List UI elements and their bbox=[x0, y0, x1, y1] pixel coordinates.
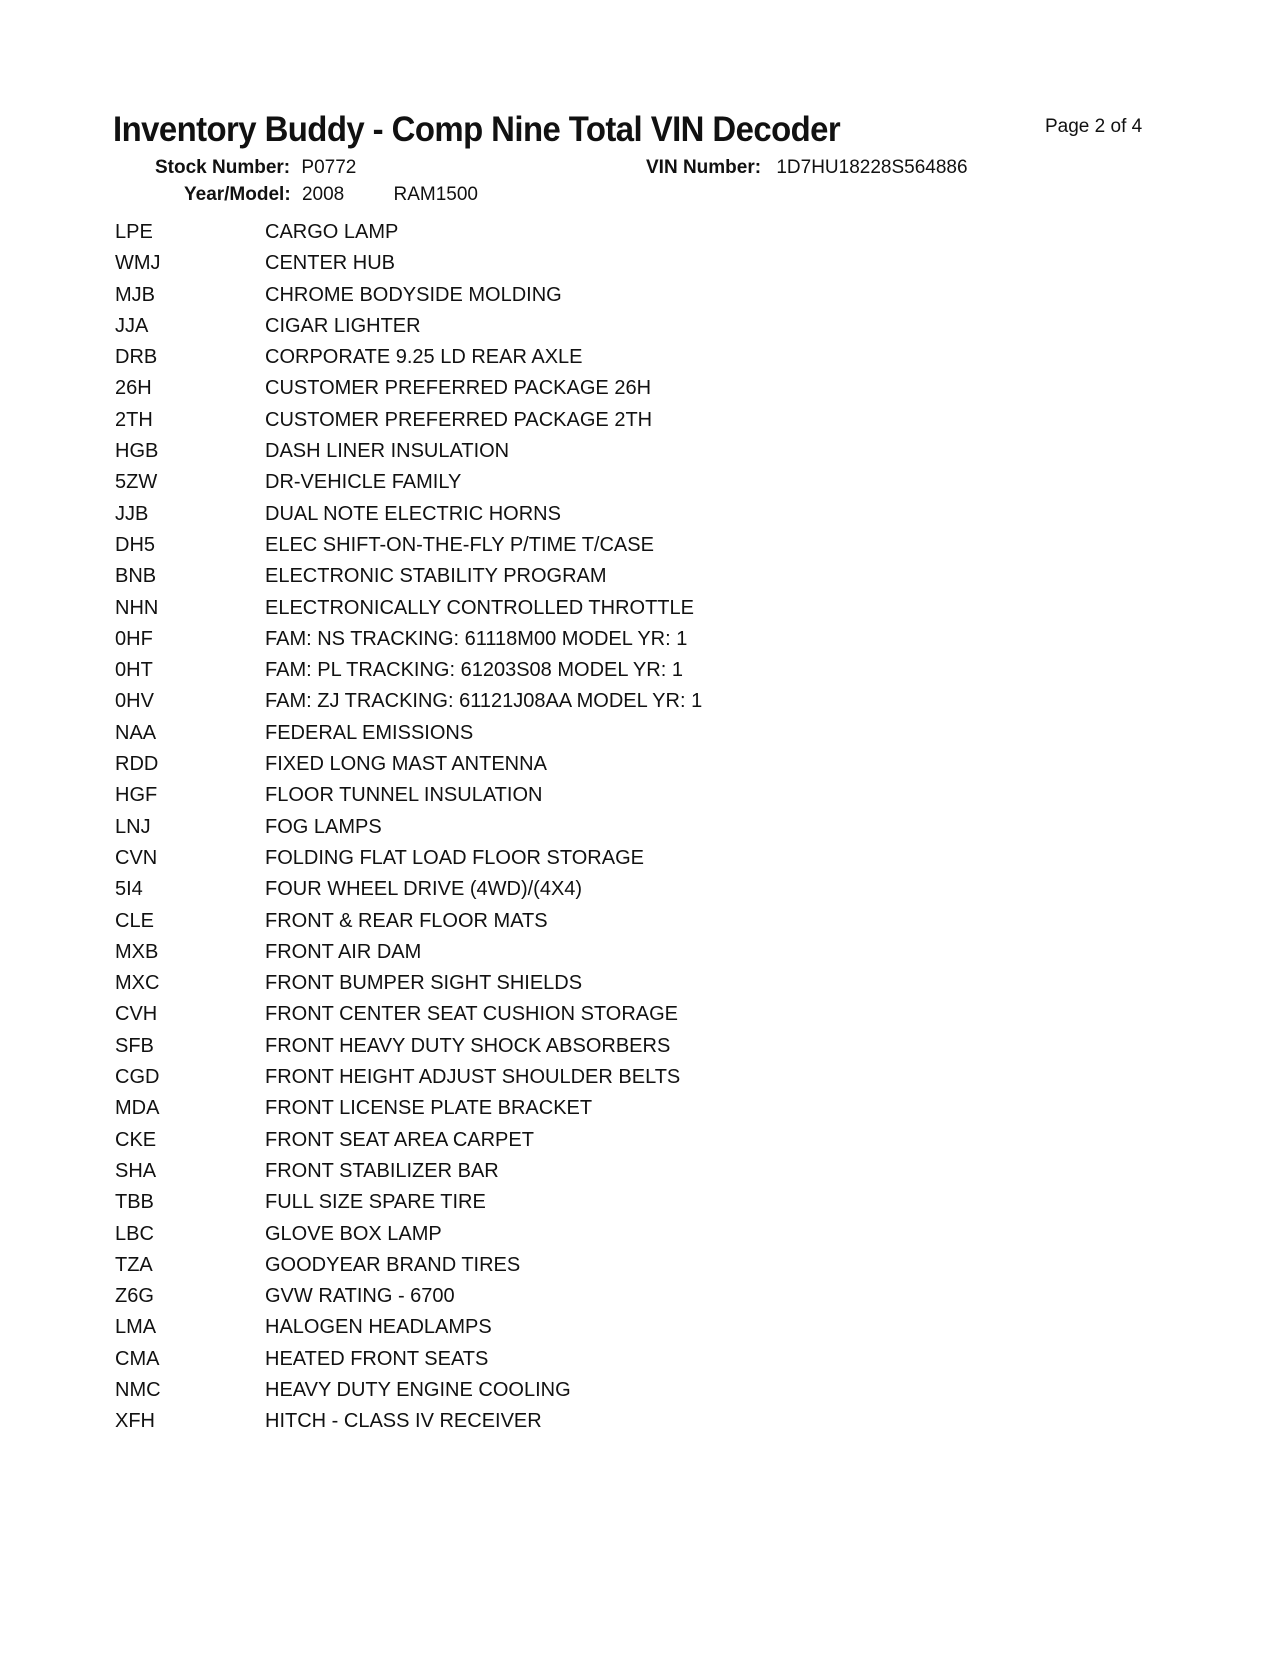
option-code: LPE bbox=[115, 221, 153, 243]
option-description: HALOGEN HEADLAMPS bbox=[265, 1316, 492, 1339]
option-code: LMA bbox=[115, 1316, 157, 1339]
page-title: Inventory Buddy - Comp Nine Total VIN Decoder bbox=[113, 110, 841, 149]
option-code: 0HT bbox=[115, 659, 153, 682]
option-description: GLOVE BOX LAMP bbox=[265, 1222, 442, 1245]
option-code: SHA bbox=[115, 1159, 157, 1182]
option-description: FRONT & REAR FLOOR MATS bbox=[265, 909, 548, 932]
option-description: CIGAR LIGHTER bbox=[265, 314, 421, 337]
option-code: RDD bbox=[115, 753, 159, 776]
option-code: TZA bbox=[115, 1253, 153, 1276]
option-description: CORPORATE 9.25 LD REAR AXLE bbox=[265, 346, 583, 369]
option-description: FRONT AIR DAM bbox=[265, 940, 422, 963]
stock-number-label: Stock Number: bbox=[155, 157, 291, 178]
option-code: XFH bbox=[115, 1410, 155, 1433]
stock-number-field bbox=[155, 157, 356, 179]
option-description: CUSTOMER PREFERRED PACKAGE 2TH bbox=[265, 408, 653, 431]
option-description: HEATED FRONT SEATS bbox=[265, 1347, 489, 1370]
option-code: HGF bbox=[115, 784, 158, 807]
option-description: FLOOR TUNNEL INSULATION bbox=[265, 784, 543, 807]
option-code: HGB bbox=[115, 440, 159, 463]
option-description: ELECTRONIC STABILITY PROGRAM bbox=[265, 565, 607, 588]
option-code: CLE bbox=[115, 909, 154, 932]
option-code: WMJ bbox=[115, 252, 161, 275]
option-code: BNB bbox=[115, 565, 157, 588]
option-code: MXC bbox=[115, 972, 160, 995]
option-code: 26H bbox=[115, 377, 152, 400]
option-code: MXB bbox=[115, 940, 159, 963]
option-description: CUSTOMER PREFERRED PACKAGE 26H bbox=[265, 377, 652, 400]
option-code: TBB bbox=[115, 1191, 154, 1214]
option-code: DH5 bbox=[115, 533, 156, 556]
year-value: 2008 bbox=[301, 184, 345, 205]
option-code: NMC bbox=[115, 1378, 161, 1401]
option-code: CKE bbox=[115, 1128, 157, 1151]
option-code: DRB bbox=[115, 346, 158, 369]
option-description: DR-VEHICLE FAMILY bbox=[265, 471, 462, 494]
option-description: DUAL NOTE ELECTRIC HORNS bbox=[265, 502, 561, 525]
option-description: FRONT HEAVY DUTY SHOCK ABSORBERS bbox=[265, 1034, 671, 1057]
option-code: NAA bbox=[115, 721, 157, 744]
option-description: FRONT BUMPER SIGHT SHIELDS bbox=[265, 972, 583, 995]
option-code: JJB bbox=[115, 502, 149, 525]
option-description: CARGO LAMP bbox=[265, 221, 399, 243]
option-code: LBC bbox=[115, 1222, 154, 1245]
option-code: MJB bbox=[115, 283, 155, 306]
stock-number-value: P0772 bbox=[301, 157, 357, 178]
option-description: ELEC SHIFT-ON-THE-FLY P/TIME T/CASE bbox=[265, 533, 654, 556]
option-code: MDA bbox=[115, 1097, 160, 1120]
vin-number-field bbox=[646, 157, 968, 179]
option-description: FAM: NS TRACKING: 61118M00 MODEL YR: 1 bbox=[265, 627, 688, 650]
option-code: 0HF bbox=[115, 627, 153, 650]
option-code: JJA bbox=[115, 314, 149, 337]
option-code: LNJ bbox=[115, 815, 151, 838]
vin-number-label: VIN Number: bbox=[646, 157, 762, 178]
option-description: FOUR WHEEL DRIVE (4WD)/(4X4) bbox=[265, 878, 583, 901]
option-code: CVH bbox=[115, 1003, 158, 1026]
option-description: ELECTRONICALLY CONTROLLED THROTTLE bbox=[265, 596, 694, 619]
option-code: 0HV bbox=[115, 690, 154, 713]
option-description: FRONT STABILIZER BAR bbox=[265, 1159, 499, 1182]
option-code: CMA bbox=[115, 1347, 160, 1370]
option-code: Z6G bbox=[115, 1285, 154, 1308]
option-description: FOG LAMPS bbox=[265, 815, 382, 838]
option-description: FAM: PL TRACKING: 61203S08 MODEL YR: 1 bbox=[265, 659, 683, 682]
option-code: 2TH bbox=[115, 408, 153, 431]
option-code: SFB bbox=[115, 1034, 154, 1057]
option-description: GVW RATING - 6700 bbox=[265, 1285, 455, 1308]
option-description: FEDERAL EMISSIONS bbox=[265, 721, 474, 744]
vin-number-value: 1D7HU18228S564886 bbox=[776, 157, 968, 178]
option-description: GOODYEAR BRAND TIRES bbox=[265, 1253, 521, 1276]
option-description: FRONT SEAT AREA CARPET bbox=[265, 1128, 534, 1151]
page-indicator: Page 2 of 4 bbox=[1045, 116, 1143, 137]
option-description: CENTER HUB bbox=[265, 252, 396, 275]
option-description: FULL SIZE SPARE TIRE bbox=[265, 1191, 486, 1214]
option-description: FRONT LICENSE PLATE BRACKET bbox=[265, 1097, 593, 1120]
option-description: FAM: ZJ TRACKING: 61121J08AA MODEL YR: 1 bbox=[265, 690, 703, 713]
option-description: HITCH - CLASS IV RECEIVER bbox=[265, 1410, 542, 1433]
model-value: RAM1500 bbox=[393, 184, 478, 205]
year-model-field bbox=[184, 184, 478, 206]
option-description: FRONT CENTER SEAT CUSHION STORAGE bbox=[265, 1003, 679, 1026]
option-code: CVN bbox=[115, 846, 158, 869]
option-code: NHN bbox=[115, 596, 159, 619]
year-model-label: Year/Model: bbox=[184, 184, 291, 205]
option-description: DASH LINER INSULATION bbox=[265, 440, 510, 463]
option-description: FRONT HEIGHT ADJUST SHOULDER BELTS bbox=[265, 1066, 681, 1089]
option-description: FOLDING FLAT LOAD FLOOR STORAGE bbox=[265, 846, 644, 869]
option-code: 5I4 bbox=[115, 878, 143, 901]
option-description: CHROME BODYSIDE MOLDING bbox=[265, 283, 562, 306]
option-code: CGD bbox=[115, 1066, 160, 1089]
option-description: HEAVY DUTY ENGINE COOLING bbox=[265, 1378, 571, 1401]
option-description: FIXED LONG MAST ANTENNA bbox=[265, 753, 547, 776]
option-code: 5ZW bbox=[115, 471, 158, 494]
